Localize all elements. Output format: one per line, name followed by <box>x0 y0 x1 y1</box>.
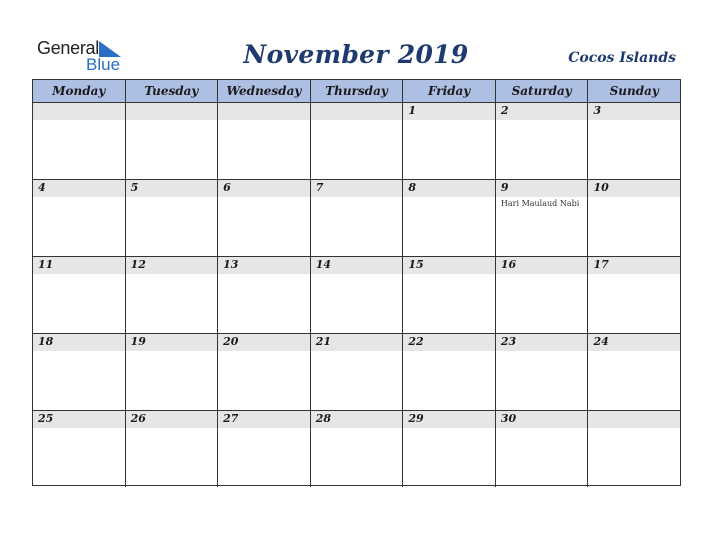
day-number-band <box>496 180 588 197</box>
day-number: 8 <box>408 181 416 194</box>
day-cell <box>218 257 311 333</box>
day-cell <box>218 103 311 179</box>
day-cell <box>218 334 311 410</box>
day-number: 11 <box>38 258 54 271</box>
day-cell <box>403 103 496 179</box>
country-label: Cocos Islands <box>568 50 676 66</box>
day-number-band <box>311 103 403 120</box>
week-row <box>33 180 680 257</box>
day-number-band <box>588 257 680 274</box>
day-cell <box>126 334 219 410</box>
day-cell <box>311 257 404 333</box>
day-number: 17 <box>593 258 609 271</box>
day-number-band <box>311 411 403 428</box>
day-number-band <box>126 103 218 120</box>
week-row <box>33 257 680 334</box>
day-number-band <box>496 334 588 351</box>
day-number: 25 <box>38 412 54 425</box>
day-cell <box>33 334 126 410</box>
day-number: 12 <box>130 258 146 271</box>
day-number-band <box>126 334 218 351</box>
day-number-band <box>218 180 310 197</box>
day-cell <box>588 411 680 487</box>
day-number: 1 <box>408 104 416 117</box>
day-number: 16 <box>500 258 517 271</box>
day-cell <box>403 180 496 256</box>
day-number: 19 <box>130 335 146 348</box>
day-cell <box>311 334 404 410</box>
day-number-band <box>403 411 495 428</box>
day-cell <box>588 180 680 256</box>
day-cell <box>311 180 404 256</box>
logo-text-general: General <box>37 38 99 58</box>
weekday-friday: Friday <box>403 80 496 102</box>
weekday-sunday: Sunday <box>609 84 659 98</box>
week-row <box>33 334 680 411</box>
day-number-band <box>33 411 125 428</box>
day-number-band <box>496 257 588 274</box>
calendar-grid <box>32 79 681 486</box>
day-cell <box>126 180 219 256</box>
day-number-band <box>33 103 125 120</box>
weekday-wednesday: Wednesday <box>218 80 311 102</box>
day-cell <box>218 180 311 256</box>
day-number: 28 <box>315 412 332 425</box>
week-row <box>33 411 680 487</box>
day-cell <box>496 411 589 487</box>
day-number-band <box>496 103 588 120</box>
day-cell <box>33 411 126 487</box>
day-number-band <box>218 334 310 351</box>
weekday-tuesday: Tuesday <box>126 80 219 102</box>
day-cell <box>496 334 589 410</box>
day-number-band <box>588 103 680 120</box>
day-number-band <box>33 180 125 197</box>
day-cell <box>496 103 589 179</box>
day-cell <box>33 257 126 333</box>
day-number: 5 <box>130 181 139 194</box>
day-number-band <box>588 180 680 197</box>
week-row <box>33 103 680 180</box>
day-cell <box>496 180 589 256</box>
day-cell <box>33 180 126 256</box>
weekday-header <box>33 80 680 103</box>
page-title: November 2019 <box>243 40 469 69</box>
day-number-band <box>126 411 218 428</box>
day-number: 29 <box>408 412 424 425</box>
day-number-band <box>218 103 310 120</box>
day-number: 3 <box>593 104 602 117</box>
day-cell <box>588 257 680 333</box>
day-number: 27 <box>223 412 239 425</box>
day-cell <box>311 103 404 179</box>
day-cell <box>496 257 589 333</box>
day-cell <box>33 103 126 179</box>
day-number: 7 <box>315 181 324 194</box>
day-cell <box>126 411 219 487</box>
day-cell <box>311 411 404 487</box>
weekday-saturday: Saturday <box>496 80 589 102</box>
day-number: 23 <box>500 335 517 348</box>
holiday-label: Hari Maulaud Nabi <box>500 199 580 208</box>
day-number-band <box>126 180 218 197</box>
weekday-monday: Monday <box>33 80 126 102</box>
day-number: 24 <box>593 335 609 348</box>
day-cell <box>218 411 311 487</box>
day-number: 13 <box>223 258 239 271</box>
day-number: 6 <box>223 181 231 194</box>
day-number: 10 <box>593 181 609 194</box>
day-number-band <box>33 257 125 274</box>
day-cell <box>403 411 496 487</box>
day-number-band <box>311 180 403 197</box>
day-cell <box>588 334 680 410</box>
day-number-band <box>218 257 310 274</box>
day-number: 26 <box>130 412 146 425</box>
weekday-thursday: Thursday <box>311 80 404 102</box>
day-cell <box>403 257 496 333</box>
day-number: 30 <box>500 412 517 425</box>
day-number-band <box>311 334 403 351</box>
day-number: 22 <box>408 335 424 348</box>
day-number-band <box>403 103 495 120</box>
day-number-band <box>496 411 588 428</box>
day-number-band <box>403 257 495 274</box>
day-number-band <box>311 257 403 274</box>
day-number: 4 <box>38 181 46 194</box>
day-number: 21 <box>315 335 332 348</box>
day-number-band <box>126 257 218 274</box>
day-number-band <box>218 411 310 428</box>
day-number-band <box>33 334 125 351</box>
day-number: 2 <box>500 104 509 117</box>
day-number-band <box>403 180 495 197</box>
day-cell <box>403 334 496 410</box>
day-cell <box>588 103 680 179</box>
day-number-band <box>588 334 680 351</box>
day-cell <box>126 257 219 333</box>
day-number: 20 <box>223 335 239 348</box>
day-number: 18 <box>38 335 54 348</box>
day-number: 9 <box>500 181 509 194</box>
day-number-band <box>588 411 680 428</box>
day-number: 15 <box>408 258 424 271</box>
weeks-container <box>33 103 680 487</box>
day-number-band <box>403 334 495 351</box>
day-number: 14 <box>315 258 332 271</box>
day-cell <box>126 103 219 179</box>
logo-text-blue: Blue <box>86 55 121 74</box>
